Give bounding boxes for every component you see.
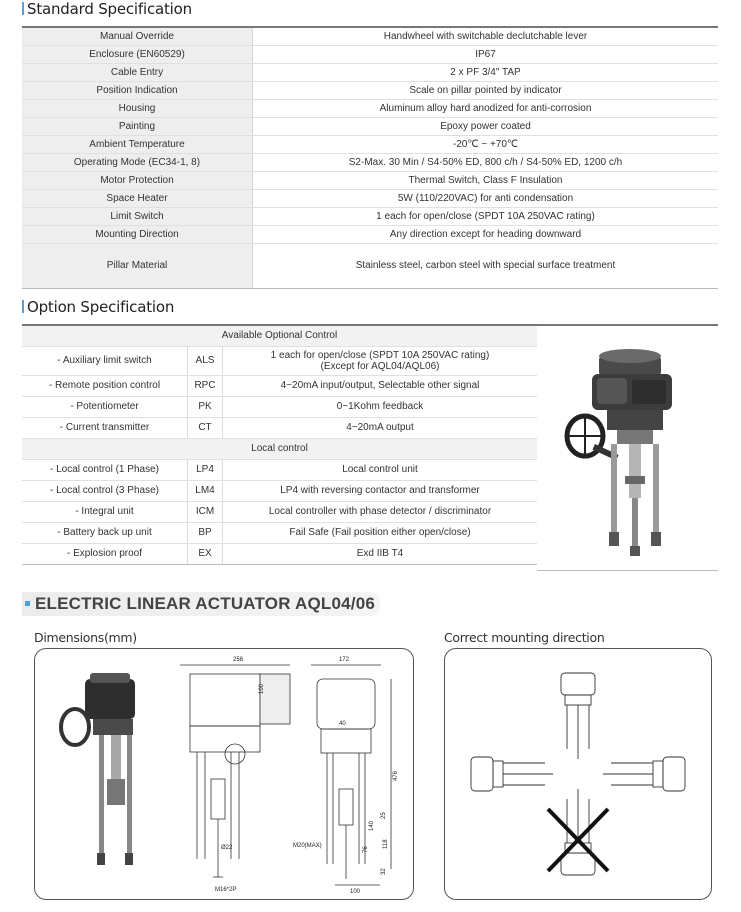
- option-row: [22, 417, 537, 438]
- option-row: [22, 480, 537, 501]
- bullet-square-icon: [25, 601, 30, 606]
- spec-label: Mounting Direction: [22, 225, 253, 243]
- dim-100-label: 100: [259, 683, 265, 694]
- option-code: BP: [188, 522, 223, 543]
- spec-value: -20℃ ~ +70℃: [253, 135, 719, 153]
- option-row: [22, 522, 537, 543]
- optional-control-header: [22, 325, 537, 346]
- dim-m20-label: M20(MAX): [293, 843, 322, 849]
- option-code: ALS: [188, 346, 223, 375]
- spec-value: 5W (110/220VAC) for anti condensation: [253, 189, 719, 207]
- option-row: [22, 346, 537, 375]
- option-code: PK: [188, 396, 223, 417]
- spec-row: [22, 27, 718, 45]
- dim-32-label: 32: [381, 868, 387, 875]
- local-control-header-label: Local control: [22, 438, 537, 459]
- spec-label: Position Indication: [22, 81, 253, 99]
- spec-label: Housing: [22, 99, 253, 117]
- spec-value: IP67: [253, 45, 719, 63]
- option-code: EX: [188, 543, 223, 564]
- dim-172-label: 172: [339, 657, 350, 663]
- option-code: ICM: [188, 501, 223, 522]
- mounting-direction-drawing: [444, 648, 712, 900]
- dim-258-label: 258: [233, 657, 244, 663]
- spec-label: Enclosure (EN60529): [22, 45, 253, 63]
- option-description: Local controller with phase detector / discriminator: [223, 501, 538, 522]
- spec-label: Pillar Material: [22, 243, 253, 288]
- dim-m16-label: M16*2P: [215, 887, 237, 893]
- option-row: [22, 459, 537, 480]
- option-row: [22, 501, 537, 522]
- dim-118-label: 118: [383, 839, 389, 849]
- spec-row: [22, 171, 718, 189]
- option-name: - Remote position control: [22, 375, 188, 396]
- spec-row: [22, 99, 718, 117]
- actuator-photo: [537, 324, 718, 571]
- spec-value: Aluminum alloy hard anodized for anti-corrosion: [253, 99, 719, 117]
- spec-row: [22, 189, 718, 207]
- spec-row: [22, 117, 718, 135]
- spec-row: [22, 45, 718, 63]
- spec-row: [22, 153, 718, 171]
- spec-label: Operating Mode (EC34-1, 8): [22, 153, 253, 171]
- spec-label: Cable Entry: [22, 63, 253, 81]
- spec-value: Epoxy power coated: [253, 117, 719, 135]
- mounting-title: Correct mounting direction: [444, 630, 605, 645]
- product-banner: ELECTRIC LINEAR ACTUATOR AQL04/06: [22, 592, 380, 616]
- option-name: - Battery back up unit: [22, 522, 188, 543]
- dim-phi22-label: Ø22: [221, 845, 233, 851]
- option-spec-table: [22, 324, 537, 565]
- option-name: - Potentiometer: [22, 396, 188, 417]
- spec-label: Painting: [22, 117, 253, 135]
- standard-spec-table: [22, 26, 718, 289]
- spec-value: Any direction except for heading downward: [253, 225, 719, 243]
- option-description: Fail Safe (Fail position either open/close): [223, 522, 538, 543]
- option-description-note: (Except for AQL04/AQL06): [320, 360, 440, 372]
- spec-value: S2-Max. 30 Min / S4-50% ED, 800 c/h / S4-50% ED, 1200 c/h: [253, 153, 719, 171]
- option-description-line: 1 each for open/close (SPDT 10A 250VAC rating): [270, 349, 490, 361]
- option-description: 0~1Kohm feedback: [223, 396, 538, 417]
- local-control-header: [22, 438, 537, 459]
- option-description: LP4 with reversing contactor and transformer: [223, 480, 538, 501]
- dim-76-label: 76: [363, 846, 369, 853]
- dim-100b-label: 100: [350, 889, 361, 895]
- spec-row: [22, 243, 718, 288]
- dim-40-label: 40: [339, 721, 346, 727]
- option-description: Exd IIB T4: [223, 543, 538, 564]
- spec-label: Limit Switch: [22, 207, 253, 225]
- option-name: - Current transmitter: [22, 417, 188, 438]
- spec-value: Handwheel with switchable declutchable lever: [253, 27, 719, 45]
- option-code: CT: [188, 417, 223, 438]
- spec-row: [22, 225, 718, 243]
- option-name: - Local control (1 Phase): [22, 459, 188, 480]
- spec-value: Thermal Switch, Class F Insulation: [253, 171, 719, 189]
- option-code: RPC: [188, 375, 223, 396]
- option-spec-title: Option Specification: [22, 298, 174, 316]
- spec-label: Ambient Temperature: [22, 135, 253, 153]
- option-code: LM4: [188, 480, 223, 501]
- spec-row: [22, 81, 718, 99]
- option-name: - Local control (3 Phase): [22, 480, 188, 501]
- dim-476-label: 476: [393, 770, 399, 781]
- standard-spec-title: Standard Specification: [22, 0, 192, 18]
- option-row: [22, 543, 537, 564]
- dim-140-label: 140: [369, 820, 375, 831]
- dimensions-drawing: [34, 648, 414, 900]
- spec-value: Stainless steel, carbon steel with special surface treatment: [253, 243, 719, 288]
- option-code: LP4: [188, 459, 223, 480]
- option-description: Local control unit: [223, 459, 538, 480]
- optional-control-header-label: Available Optional Control: [22, 325, 537, 346]
- spec-row: [22, 135, 718, 153]
- option-description: [223, 346, 538, 375]
- spec-row: [22, 207, 718, 225]
- dim-25-label: 25: [381, 812, 387, 819]
- spec-value: 2 x PF 3/4" TAP: [253, 63, 719, 81]
- option-description: 4~20mA output: [223, 417, 538, 438]
- option-row: [22, 375, 537, 396]
- option-description: 4~20mA input/output, Selectable other signal: [223, 375, 538, 396]
- option-row: [22, 396, 537, 417]
- option-name: - Integral unit: [22, 501, 188, 522]
- option-name: - Auxiliary limit switch: [22, 346, 188, 375]
- option-name: - Explosion proof: [22, 543, 188, 564]
- spec-label: Space Heater: [22, 189, 253, 207]
- spec-value: Scale on pillar pointed by indicator: [253, 81, 719, 99]
- spec-value: 1 each for open/close (SPDT 10A 250VAC rating): [253, 207, 719, 225]
- spec-label: Motor Protection: [22, 171, 253, 189]
- dimensions-title: Dimensions(mm): [34, 630, 137, 645]
- actuator-3d-icon: [61, 673, 135, 865]
- spec-row: [22, 63, 718, 81]
- spec-label: Manual Override: [22, 27, 253, 45]
